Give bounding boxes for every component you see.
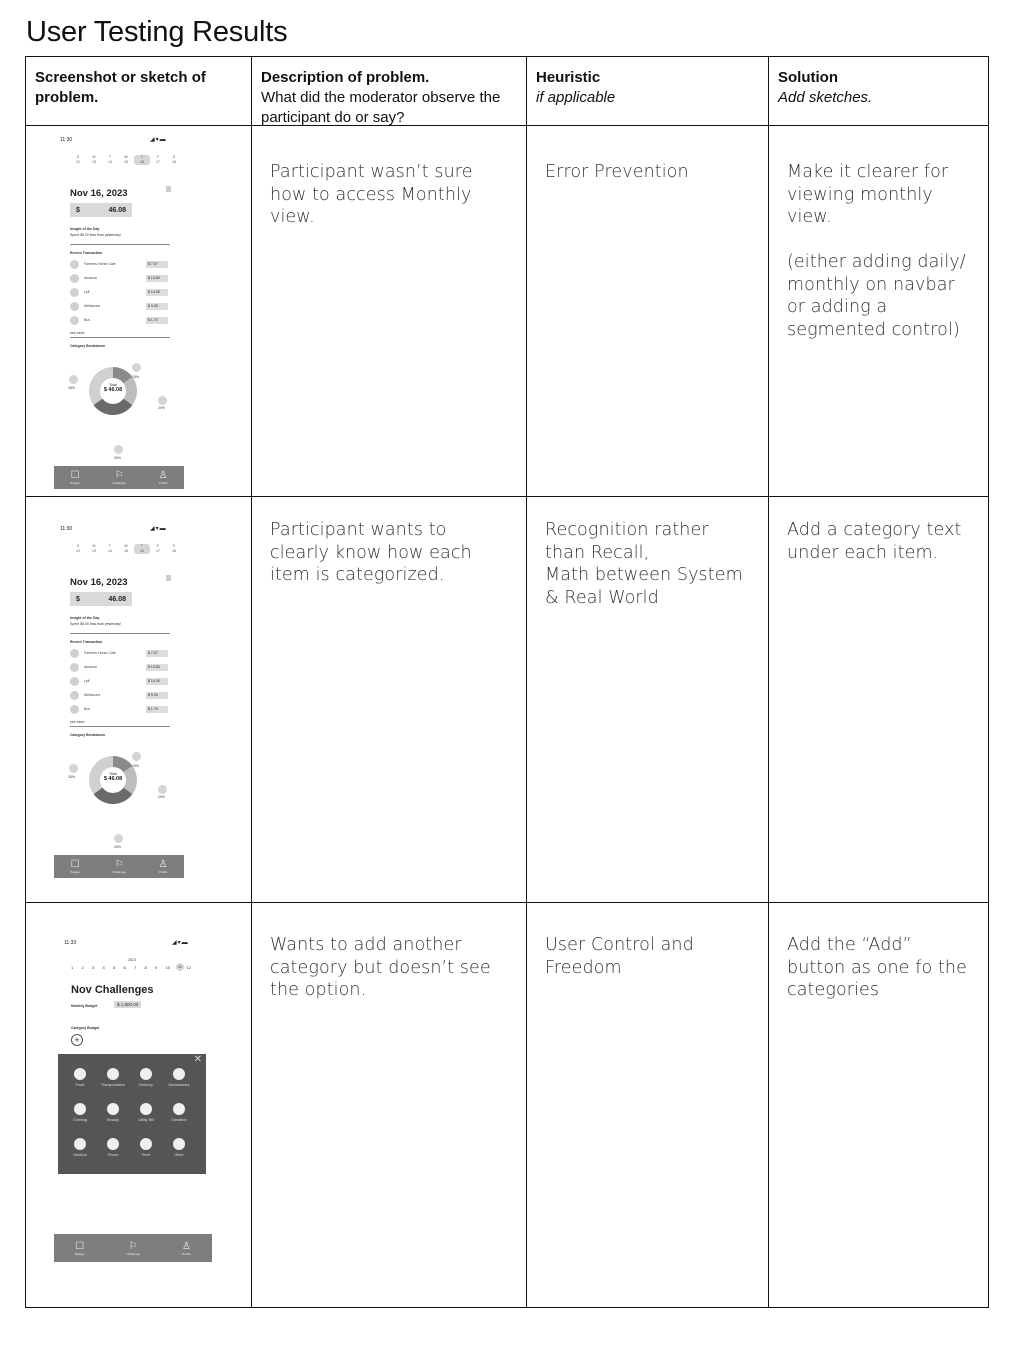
category-circle bbox=[74, 1103, 86, 1115]
bubble bbox=[114, 834, 123, 843]
donut-total-label: Total bbox=[109, 383, 117, 387]
day-number: 14 bbox=[108, 160, 112, 164]
nav-label: Profile bbox=[158, 481, 168, 485]
insight-text: Spent $5.00 less than yesterday! bbox=[70, 622, 121, 626]
category-item bbox=[97, 1068, 129, 1087]
nav-icon: ⚐ bbox=[128, 1240, 138, 1252]
bubble bbox=[132, 752, 141, 761]
month-9: 9 bbox=[155, 965, 158, 970]
nav-item bbox=[113, 859, 127, 874]
day-number: 15 bbox=[124, 160, 128, 164]
table-row bbox=[26, 126, 989, 497]
screenshot-cell bbox=[26, 497, 252, 903]
table-row bbox=[26, 497, 989, 903]
category-item bbox=[130, 1068, 162, 1087]
category-item bbox=[130, 1103, 162, 1122]
transaction-name: Wellazone bbox=[84, 304, 101, 308]
screenshot-cell bbox=[26, 126, 252, 497]
bottom-nav bbox=[54, 466, 184, 489]
day-number: 17 bbox=[156, 160, 160, 164]
status-time: 11:30 bbox=[60, 526, 73, 532]
add-category-icon: + bbox=[71, 1034, 83, 1046]
donut-total-value: $ 46.08 bbox=[103, 387, 123, 393]
nav-label: Profile bbox=[182, 1251, 191, 1256]
category-circle bbox=[173, 1068, 185, 1080]
wireframe-daily-view bbox=[60, 134, 206, 494]
donut-center bbox=[86, 772, 140, 782]
transaction-amount: $ 13.80 bbox=[146, 664, 168, 671]
day-12 bbox=[70, 155, 86, 165]
header-row bbox=[26, 57, 989, 126]
transaction-list bbox=[70, 258, 168, 328]
heuristic-cell: User Control and Freedom bbox=[527, 903, 769, 1308]
category-item bbox=[163, 1068, 195, 1087]
list-item bbox=[70, 689, 168, 703]
category-dot bbox=[70, 302, 79, 311]
month-7: 7 bbox=[134, 965, 137, 970]
day-letter: F bbox=[156, 544, 160, 548]
bookmark-icon bbox=[166, 186, 171, 192]
day-letter: F bbox=[156, 155, 160, 159]
transaction-name: Farmers Horse Cafe bbox=[84, 262, 116, 266]
status-time: 11:30 bbox=[60, 137, 73, 143]
month-1: 1 bbox=[71, 965, 74, 970]
category-item bbox=[64, 1103, 96, 1122]
category-title: Category Breakdown bbox=[70, 344, 106, 348]
day-number: 17 bbox=[156, 549, 160, 553]
day-letter: S bbox=[76, 544, 80, 548]
category-budget-label: Category Budget bbox=[71, 1026, 100, 1030]
day-16 bbox=[134, 544, 150, 554]
week-strip bbox=[70, 155, 182, 165]
solution-cell: Add a category text under each item. bbox=[769, 497, 989, 903]
day-number: 15 bbox=[124, 549, 128, 553]
nav-label: Challenge bbox=[112, 481, 127, 485]
transaction-list bbox=[70, 647, 168, 717]
category-item bbox=[163, 1138, 195, 1157]
transaction-amount: $ 14.26 bbox=[146, 678, 168, 685]
week-strip bbox=[70, 544, 182, 554]
category-title: Category Breakdown bbox=[70, 733, 106, 737]
divider bbox=[70, 244, 170, 245]
total-value: 46.08 bbox=[108, 206, 126, 214]
nav-icon: ♙ bbox=[158, 470, 168, 481]
solution-cell: Add the “Add” button as one fo the categories bbox=[769, 903, 989, 1308]
category-label: Other bbox=[174, 1153, 184, 1157]
category-item bbox=[97, 1103, 129, 1122]
day-18 bbox=[166, 155, 182, 165]
category-dot bbox=[70, 260, 79, 269]
month-12: 12 bbox=[186, 965, 191, 970]
category-label: Delivery bbox=[139, 1083, 153, 1087]
day-18 bbox=[166, 544, 182, 554]
total-value: 46.08 bbox=[108, 595, 126, 603]
category-circle bbox=[107, 1103, 119, 1115]
page-title: User Testing Results bbox=[26, 16, 288, 48]
currency-symbol: $ bbox=[76, 595, 80, 603]
month-4: 4 bbox=[102, 965, 105, 970]
day-number: 18 bbox=[172, 549, 176, 553]
list-item bbox=[70, 300, 168, 314]
transaction-amount: $ 1.70 bbox=[146, 317, 168, 324]
nav-icon: ♙ bbox=[158, 859, 168, 870]
day-letter: W bbox=[124, 155, 128, 159]
divider bbox=[70, 726, 170, 727]
category-circle bbox=[173, 1103, 185, 1115]
bubble bbox=[132, 363, 141, 372]
day-14 bbox=[102, 155, 118, 165]
month-11: 11 bbox=[177, 964, 183, 969]
category-picker bbox=[58, 1054, 206, 1174]
insight-title: Insight of the Day bbox=[70, 227, 100, 231]
nav-icon: ♙ bbox=[182, 1240, 191, 1252]
budget-value: $ 1,800.00 bbox=[114, 1001, 141, 1008]
see-more-link: see more bbox=[70, 331, 85, 335]
pct-label: 15% bbox=[132, 764, 140, 768]
nav-item bbox=[159, 470, 168, 485]
category-item bbox=[64, 1138, 96, 1157]
month-3: 3 bbox=[92, 965, 95, 970]
month-8: 8 bbox=[144, 965, 147, 970]
transaction-name: Amazon bbox=[84, 276, 97, 280]
nav-item bbox=[127, 1241, 141, 1256]
day-13 bbox=[86, 544, 102, 554]
close-icon: ✕ bbox=[193, 1054, 202, 1065]
category-dot bbox=[70, 316, 79, 325]
list-item bbox=[70, 286, 168, 300]
category-dot bbox=[70, 288, 79, 297]
day-letter: W bbox=[124, 544, 128, 548]
transaction-name: Lyft bbox=[84, 290, 90, 294]
day-number: 16 bbox=[140, 160, 144, 164]
bookmark-icon bbox=[166, 575, 171, 581]
transaction-amount: $ 7.07 bbox=[146, 650, 168, 657]
status-icons: ◢▾▬ bbox=[172, 940, 189, 946]
category-dot bbox=[70, 649, 79, 658]
date-heading: Nov 16, 2023 bbox=[70, 577, 128, 588]
description-cell: Participant wasn’t sure how to access Monthly view. bbox=[252, 126, 527, 497]
budget-label: Monthly Budget bbox=[71, 1004, 98, 1008]
category-dot bbox=[70, 705, 79, 714]
nav-item bbox=[159, 859, 168, 874]
bubble bbox=[69, 764, 78, 773]
transaction-amount: $ 1.70 bbox=[146, 706, 168, 713]
nav-icon: ☐ bbox=[70, 859, 80, 870]
transaction-name: Farmers Horse Cafe bbox=[84, 651, 116, 655]
month-2: 2 bbox=[81, 965, 84, 970]
transaction-amount: $ 9.25 bbox=[146, 303, 168, 310]
insight-title: Insight of the Day bbox=[70, 616, 100, 620]
category-label: Transportation bbox=[100, 1083, 126, 1087]
transaction-amount: $ 13.80 bbox=[146, 275, 168, 282]
heuristic-cell: Recognition rather than Recall, Math between System & Real World bbox=[527, 497, 769, 903]
description-cell: Participant wants to clearly know how each item is categorized. bbox=[252, 497, 527, 903]
day-letter: T bbox=[140, 544, 144, 548]
category-label: Medical bbox=[73, 1153, 87, 1157]
pct-label: 30% bbox=[114, 456, 122, 460]
header-screenshot: Screenshot or sketch of problem. bbox=[26, 57, 252, 126]
day-14 bbox=[102, 544, 118, 554]
description-cell: Wants to add another category but doesn’t see the option. bbox=[252, 903, 527, 1308]
pct-label: 30% bbox=[114, 845, 122, 849]
category-label: Food bbox=[75, 1083, 85, 1087]
nav-label: Challenge bbox=[112, 870, 127, 874]
category-label: Necessaries bbox=[168, 1083, 190, 1087]
pct-label: 20% bbox=[158, 406, 166, 410]
day-number: 12 bbox=[76, 549, 80, 553]
status-icons: ◢▾▬ bbox=[150, 137, 167, 143]
transaction-amount: $ 14.26 bbox=[146, 289, 168, 296]
day-number: 13 bbox=[92, 549, 96, 553]
results-table bbox=[25, 56, 989, 1308]
day-letter: M bbox=[92, 155, 96, 159]
month-6: 6 bbox=[123, 965, 126, 970]
day-number: 16 bbox=[140, 549, 144, 553]
transaction-name: Lyft bbox=[84, 679, 90, 683]
day-letter: M bbox=[92, 544, 96, 548]
nav-label: Budget bbox=[75, 1251, 85, 1256]
list-item bbox=[70, 314, 168, 328]
bubble bbox=[158, 785, 167, 794]
bottom-nav bbox=[54, 1234, 212, 1262]
heuristic-cell: Error Prevention bbox=[527, 126, 769, 497]
bubble bbox=[114, 445, 123, 454]
divider bbox=[70, 337, 170, 338]
day-letter: S bbox=[76, 155, 80, 159]
category-item bbox=[163, 1103, 195, 1122]
bottom-nav bbox=[54, 855, 184, 878]
category-label: Utility Bill bbox=[138, 1118, 154, 1122]
nav-icon: ☐ bbox=[75, 1240, 85, 1252]
transaction-amount: $ 9.25 bbox=[146, 692, 168, 699]
category-circle bbox=[173, 1138, 185, 1150]
category-circle bbox=[140, 1068, 152, 1080]
table-row bbox=[26, 903, 989, 1308]
category-item bbox=[130, 1138, 162, 1157]
nav-label: Challenge bbox=[126, 1251, 141, 1256]
bubble bbox=[69, 375, 78, 384]
nav-item bbox=[70, 470, 80, 485]
day-17 bbox=[150, 544, 166, 554]
recent-title: Recent Transaction bbox=[70, 640, 103, 644]
category-item bbox=[64, 1068, 96, 1087]
category-circle bbox=[74, 1068, 86, 1080]
header-description: Description of problem. What did the moderator observe the participant do or say? bbox=[252, 57, 527, 126]
category-label: Beauty bbox=[107, 1118, 119, 1122]
screenshot-cell bbox=[26, 903, 252, 1308]
nav-label: Profile bbox=[158, 870, 168, 874]
category-circle bbox=[74, 1138, 86, 1150]
transaction-amount: $ 7.07 bbox=[146, 261, 168, 268]
category-circle bbox=[140, 1138, 152, 1150]
day-17 bbox=[150, 155, 166, 165]
category-dot bbox=[70, 677, 79, 686]
transaction-name: Bus bbox=[84, 707, 91, 711]
list-item bbox=[70, 272, 168, 286]
nav-label: Budget bbox=[70, 870, 80, 874]
pct-label: 35% bbox=[68, 386, 76, 390]
nav-icon: ⚐ bbox=[114, 859, 124, 870]
nav-item bbox=[75, 1241, 85, 1256]
category-label: Clothing bbox=[73, 1118, 87, 1122]
challenge-heading: Nov Challenges bbox=[71, 984, 154, 996]
pct-label: 15% bbox=[132, 375, 140, 379]
day-number: 18 bbox=[172, 160, 176, 164]
donut-total-label: Total bbox=[109, 772, 117, 776]
day-13 bbox=[86, 155, 102, 165]
insight-text: Spent $5.00 less than yesterday! bbox=[70, 233, 121, 237]
day-letter: T bbox=[108, 155, 112, 159]
header-heuristic: Heuristic if applicable bbox=[527, 57, 769, 126]
day-12 bbox=[70, 544, 86, 554]
header-solution: Solution Add sketches. bbox=[769, 57, 989, 126]
day-letter: S bbox=[172, 544, 176, 548]
status-time: 11:33 bbox=[64, 940, 77, 946]
status-icons: ◢▾▬ bbox=[150, 526, 167, 532]
category-label: Rent bbox=[141, 1153, 151, 1157]
day-15 bbox=[118, 544, 134, 554]
total-amount-box bbox=[70, 203, 132, 217]
category-label: Phone bbox=[107, 1153, 119, 1157]
wireframe-daily-view bbox=[60, 523, 206, 883]
nav-item bbox=[113, 470, 127, 485]
nav-icon: ⚐ bbox=[114, 470, 124, 481]
category-circle bbox=[107, 1068, 119, 1080]
recent-title: Recent Transaction bbox=[70, 251, 103, 255]
category-item bbox=[97, 1138, 129, 1157]
divider bbox=[70, 633, 170, 634]
list-item bbox=[70, 258, 168, 272]
transaction-name: Wellazone bbox=[84, 693, 101, 697]
nav-label: Budget bbox=[70, 481, 80, 485]
year-label: 2023 bbox=[128, 958, 136, 962]
donut-segment-30 bbox=[94, 788, 133, 804]
category-dot bbox=[70, 274, 79, 283]
day-letter: T bbox=[140, 155, 144, 159]
list-item bbox=[70, 661, 168, 675]
day-15 bbox=[118, 155, 134, 165]
day-letter: S bbox=[172, 155, 176, 159]
currency-symbol: $ bbox=[76, 206, 80, 214]
wireframe-challenge-view bbox=[54, 937, 214, 1277]
donut-center bbox=[86, 383, 140, 393]
transaction-name: Amazon bbox=[84, 665, 97, 669]
nav-icon: ☐ bbox=[70, 470, 80, 481]
day-16 bbox=[134, 155, 150, 165]
solution-cell: Make it clearer for viewing monthly view. (either adding daily/ monthly on navbar or adding a segmented control) bbox=[769, 126, 989, 497]
pct-label: 35% bbox=[68, 775, 76, 779]
bubble bbox=[158, 396, 167, 405]
date-heading: Nov 16, 2023 bbox=[70, 188, 128, 199]
day-number: 12 bbox=[76, 160, 80, 164]
total-amount-box bbox=[70, 592, 132, 606]
category-dot bbox=[70, 691, 79, 700]
day-number: 14 bbox=[108, 549, 112, 553]
day-number: 13 bbox=[92, 160, 96, 164]
list-item bbox=[70, 647, 168, 661]
day-letter: T bbox=[108, 544, 112, 548]
list-item bbox=[70, 675, 168, 689]
category-dot bbox=[70, 663, 79, 672]
donut-segment-30 bbox=[94, 399, 133, 415]
category-label: Donation bbox=[171, 1118, 187, 1122]
category-circle bbox=[107, 1138, 119, 1150]
donut-total-value: $ 46.08 bbox=[103, 776, 123, 782]
see-more-link: see more bbox=[70, 720, 85, 724]
month-5: 5 bbox=[113, 965, 116, 970]
list-item bbox=[70, 703, 168, 717]
nav-item bbox=[70, 859, 80, 874]
nav-item bbox=[182, 1241, 191, 1256]
transaction-name: Bus bbox=[84, 318, 91, 322]
category-circle bbox=[140, 1103, 152, 1115]
month-10: 10 bbox=[165, 965, 170, 970]
pct-label: 20% bbox=[158, 795, 166, 799]
